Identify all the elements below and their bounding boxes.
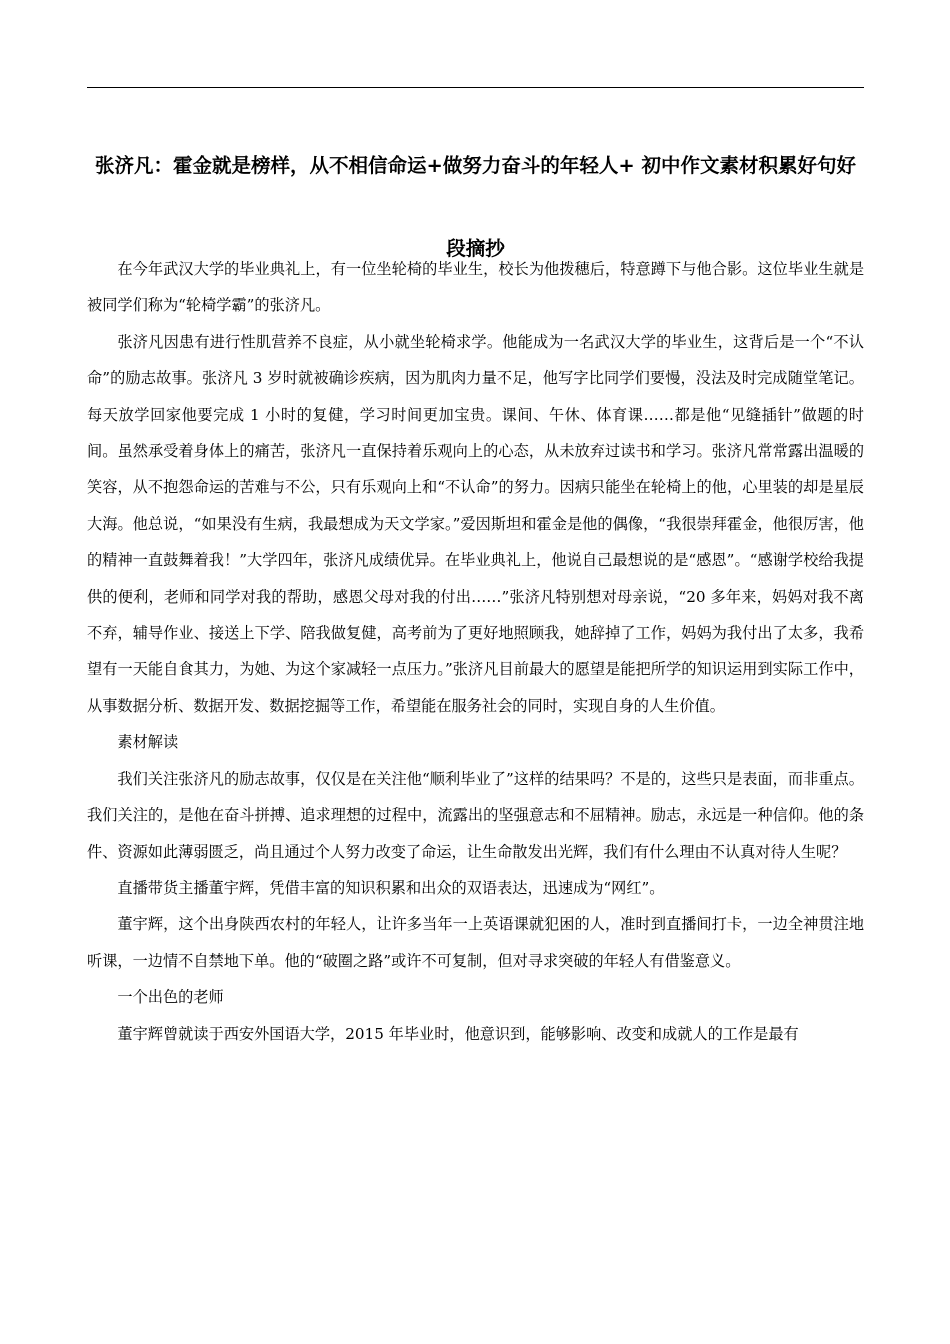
header-divider (87, 87, 864, 88)
paragraph-zhang-jifan-story: 张济凡因患有进行性肌营养不良症，从小就坐轮椅求学。他能成为一名武汉大学的毕业生，这背后是一个“不认命”的励志故事。张济凡 3 岁时就被确诊疾病，因为肌肉力量不足，他写字比同学们要慢，没法及时完成随堂笔记。每天放学回家他要完成 1 小时的复健，学习时间更加宝贵。课间、午休、体育课……都是他“见缝插针”做题的时间。虽然承受着身体上的痛苦，张济凡一直保持着乐观向上的心态，从未放弃过读书和学习。张济凡常常露出温暖的笑容，从不抱怨命运的苦难与不公，只有乐观向上和“不认命”的努力。因病只能坐在轮椅上的他，心里装的却是星辰大海。他总说，“如果没有生病，我最想成为天文学家。”爱因斯坦和霍金是他的偶像，“我很崇拜霍金，他很厉害，他的精神一直鼓舞着我！”大学四年，张济凡成绩优异。在毕业典礼上，他说自己最想说的是“感恩”。“感谢学校给我提供的便利，老师和同学对我的帮助，感恩父母对我的付出……”张济凡特别想对母亲说，“20 多年来，妈妈对我不离不弃，辅导作业、接送上下学、陪我做复健，高考前为了更好地照顾我，她辞掉了工作，妈妈为我付出了太多，我希望有一天能自食其力，为她、为这个家减轻一点压力。”张济凡目前最大的愿望是能把所学的知识运用到实际工作中，从事数据分析、数据开发、数据挖掘等工作，希望能在服务社会的同时，实现自身的人生价值。 (87, 332, 864, 715)
paragraph-graduation-ceremony: 在今年武汉大学的毕业典礼上，有一位坐轮椅的毕业生，校长为他拨穗后，特意蹲下与他合影。这位毕业生就是被同学们称为“轮椅学霸”的张济凡。 (87, 260, 864, 315)
paragraph-interpretation: 我们关注张济凡的励志故事，仅仅是在关注他“顺利毕业了”这样的结果吗？不是的，这些只是表面，而非重点。我们关注的，是他在奋斗拼搏、追求理想的过程中，流露出的坚强意志和不屈精神。励志，永远是一种信仰。他的条件、资源如此薄弱匮乏，尚且通过个人努力改变了命运，让生命散发出光辉，我们有什么理由不认真对待人生呢？ (87, 769, 864, 861)
document-title: 张济凡：霍金就是榜样，从不相信命运+做努力奋斗的年轻人+ 初中作文素材积累好句好段摘抄 (95, 154, 856, 260)
document-body (87, 251, 864, 1052)
section-heading-material-interpretation: 素材解读 (117, 733, 179, 752)
paragraph-dong-yuhui-education: 董宇辉曾就读于西安外国语大学，2015 年毕业时，他意识到，能够影响、改变和成就人的工作是最有 (117, 1024, 799, 1043)
paragraph-dong-yuhui-background: 董宇辉，这个出身陕西农村的年轻人，让许多当年一上英语课就犯困的人，准时到直播间打卡，一边全神贯注地听课，一边情不自禁地下单。他的“破圈之路”或许不可复制，但对寻求突破的年轻人有借鉴意义。 (87, 915, 864, 970)
paragraph-dong-yuhui-intro: 直播带货主播董宇辉，凭借丰富的知识积累和出众的双语表达，迅速成为“网红”。 (117, 878, 665, 897)
section-heading-excellent-teacher: 一个出色的老师 (117, 988, 224, 1007)
